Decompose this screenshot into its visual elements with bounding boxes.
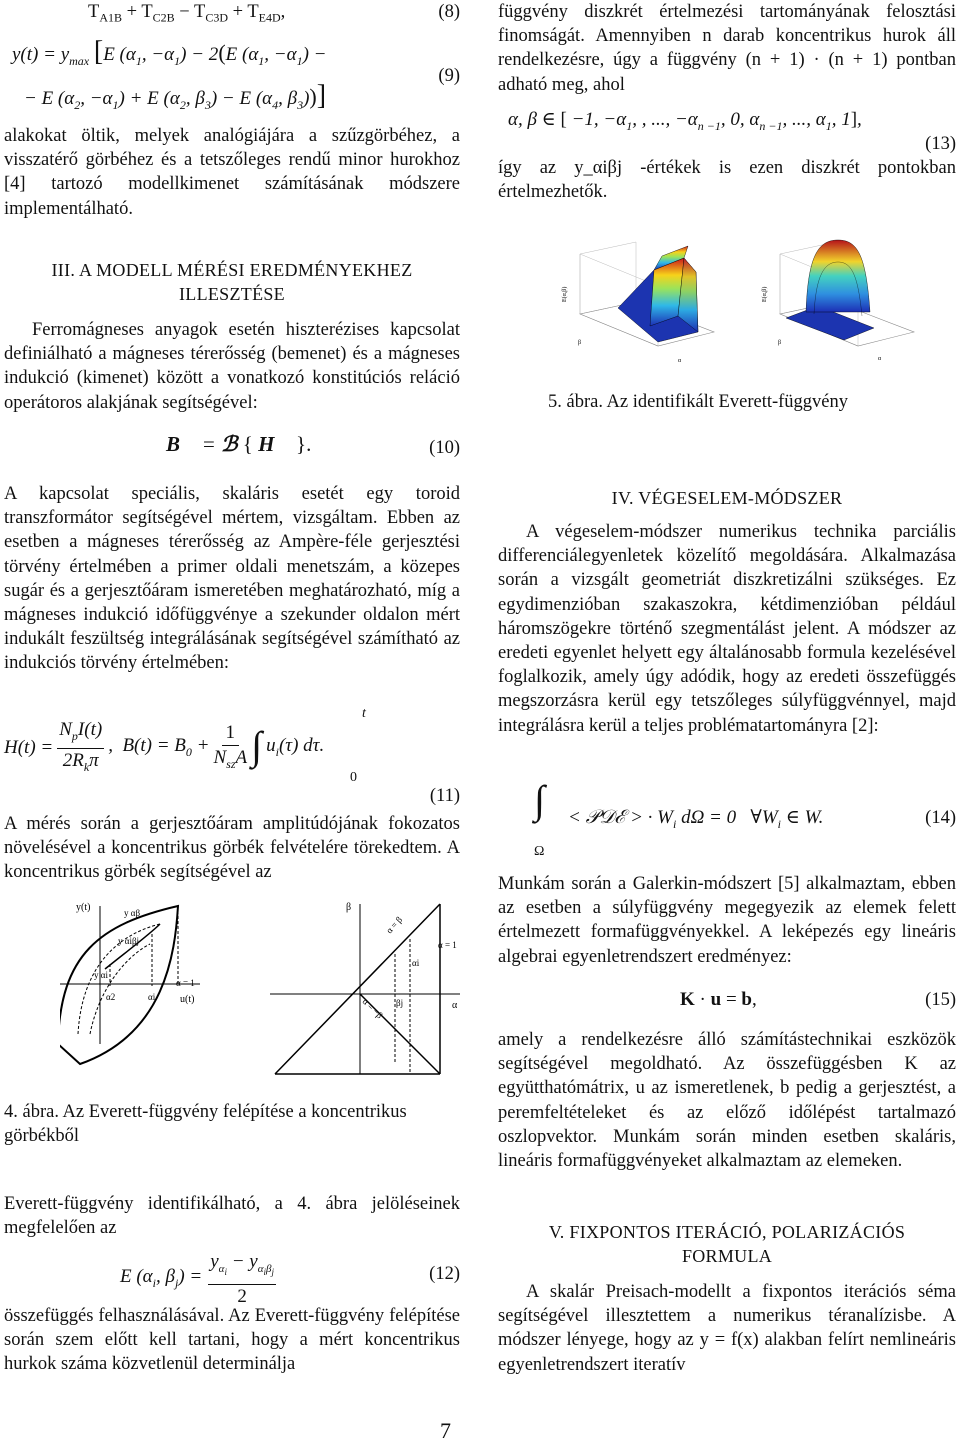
section-4-title: IV. VÉGESELEM-MÓDSZER — [611, 488, 843, 508]
equation-13-body: α, β ∈ [ −1, $-\alpha_1$, , ..., $-\alpha_{n -1}$, 0, $\alpha_{n -1}$, ..., $\alpha_1$, 1], — [508, 109, 862, 133]
equation-14-body: < 𝒫𝒟ℰ > · $W_i$ dΩ = 0 $\forall W_i$ ∈ W. — [568, 807, 824, 831]
paragraph-meres: A mérés során a gerjesztőáram amplitúdójának fokozatos növelésével a koncentrikus görbék felvételére törekedtem. A koncentrikus görbék segítségével az — [4, 814, 460, 883]
figure-5 — [558, 236, 958, 376]
equation-13 — [498, 108, 956, 158]
equation-15 — [498, 988, 956, 1014]
fig4-alpha-i-right-label: αi — [412, 958, 420, 968]
section-5-title-line1: V. FIXPONTOS ITERÁCIÓ, POLARIZÁCIÓS — [548, 1222, 906, 1242]
equation-12 — [4, 1250, 460, 1308]
equation-14 — [498, 777, 956, 859]
figure-5-right-surface — [761, 240, 914, 362]
paragraph-after-eq12: összefüggés felhasználásával. Az Everett-függvény felépítése során szem előtt kell tartani, hogy a mért koncentrikus hurkok száma közvetlenül determinálja — [4, 1306, 460, 1375]
equation-10 — [4, 430, 460, 462]
section-5-title-line2: FORMULA — [681, 1246, 773, 1267]
figure-4 — [60, 894, 470, 1094]
fig4-alpha2-label: α2 — [106, 992, 116, 1002]
equation-10-body: B⃗ = ℬ { H⃗ }. — [166, 431, 312, 456]
section-5-title — [498, 1220, 956, 1268]
equation-9 — [4, 36, 460, 112]
fig5-left-beta-label: β — [578, 340, 582, 346]
paragraph-after-eq13: így az y_αiβj -értékek is ezen diszkrét pontokban értelmezhetők. — [498, 158, 956, 203]
fig4-beta-j-label: βj — [396, 998, 404, 1008]
fig4-alpha-i-label: αi — [148, 992, 156, 1002]
equation-13-number: (13) — [925, 134, 956, 154]
equation-12-number: (12) — [429, 1264, 460, 1284]
paragraph-right-top: függvény diszkrét értelmezési tartományának felosztási finomságát. Amennyiben n darab koncentrikus hurok áll rendelkezésre, úgy a függvény (n + 1) · (n + 1) pontban adható meg, ahol — [498, 2, 956, 95]
fig4-yab-label: y αβ — [124, 908, 141, 918]
equation-8 — [4, 0, 460, 26]
equation-14-integral: ∫ — [534, 777, 545, 822]
section-3-title-line2: ILLESZTÉSE — [179, 284, 285, 305]
equation-15-body: K · u = b, — [680, 989, 757, 1010]
equation-14-domain: Ω — [534, 844, 545, 859]
paragraph-everett-identification: Everett-függvény identifikálható, a 4. ábra jelöléseinek megfelelően az — [4, 1194, 460, 1239]
fig4-y-axis-label: y(t) — [76, 902, 91, 913]
equation-12-body: E ($\alpha_i$, $\beta_j$) = $y_{\alpha_i} - y_{\alpha_i\beta_j}$ 2 — [120, 1251, 275, 1308]
equation-10-number: (10) — [429, 438, 460, 458]
fig4-alpha-eq-minus-beta-label: α = −β — [360, 996, 385, 1021]
paragraph-fem: A végeselem-módszer numerikus technika parciális differenciálegyenletek közelítő megoldására. Alkalmazása során a vizsgált geometriát diszkretizálni szükséges. Ez egydimenzióban szakaszokra, kétdimenzióban például háromszögekre történő szegmentálást jelent. A módszer az eredeti egyenlet helyett egy általánosabb formula kezelésével foglalkozik, amely úgy adódik, hogy az eredeti összefüggés megszorzásra kerül egy tetszőleges súlyfüggvénnyel, majd integrálásra kerül a teljes problématartományra [2]: — [498, 522, 956, 736]
paragraph-after-eq9: alakokat öltik, melyek analógiájára a szűzgörbéhez, a visszatérő görbéhez és a tetszőleges rendű minor hurokhoz [4] tartozó modellkimenet számításának módszere implementálható. — [4, 126, 460, 219]
equation-11-number: (11) — [429, 786, 460, 806]
figure-4-hysteresis — [60, 902, 200, 1064]
fig4-yaibj-label: y αiβj — [118, 936, 140, 946]
figure-5-left-surface — [561, 242, 714, 364]
equation-11 — [4, 702, 460, 785]
fig5-right-beta-label: β — [778, 340, 782, 346]
fig4-yai-label: y αi — [94, 970, 108, 980]
fig4-beta-axis-label: β — [346, 902, 352, 913]
equation-14-number: (14) — [925, 808, 956, 828]
integral-lower-limit: 0 — [350, 770, 357, 785]
section-3-title — [4, 258, 460, 306]
fig4-alpha-eq-beta-label: α = β — [384, 914, 405, 936]
paragraph-fixpoint: A skalár Preisach-modellt a fixpontos iterációs séma segítségével illesztettem a numerikus téranalízisbe. A módszer lényege, hogy az y = f(x) alakban felírt nemlineáris egyenletrendszert iteratív — [498, 1282, 956, 1375]
paragraph-after-eq15: amely a rendelkezésre álló számítástechnikai eszközök segítségével megoldható. Az összefüggésben K az együtthatómátrix, u az ismeretlenek, b pedig a gerjesztést, a peremfeltételeket és az előző időlépést tartalmazó oszlopvektor. Munkám során minden esetben skaláris, lineáris formafüggvényeket alkalmaztam az elemeken. — [498, 1030, 956, 1172]
paragraph-ferromagnetic: Ferromágneses anyagok esetén hiszterézises kapcsolat definiálható a mágneses térerősség (bemenet) és a mágneses indukció (kimenet) között a vonatkozó konstitúciós reláció operátoros alakjának segítségével: — [4, 320, 460, 413]
fig4-alpha-axis-label: α — [452, 1000, 458, 1011]
equation-9-number: (9) — [438, 66, 460, 86]
fig4-alpha-eq-1-label: α = 1 — [176, 978, 195, 988]
equation-8-number: (8) — [438, 2, 460, 22]
equation-15-number: (15) — [925, 990, 956, 1010]
fig5-left-alpha-label: α — [678, 358, 682, 364]
equation-8-body: $T_{A1B} + T_{C2B} - T_{C3D} + T_{E4D}$, — [88, 2, 286, 25]
fig5-right-z-label: E(α,β) — [762, 286, 768, 302]
fig5-right-alpha-label: α — [878, 356, 882, 362]
fig4-u-axis-label: u(t) — [180, 994, 195, 1005]
figure-5-caption: 5. ábra. Az identifikált Everett-függvény — [548, 392, 849, 412]
equation-9-line2: − E ($\alpha_2$, $-\alpha_1) + E$ ($\alpha_2$, $\beta_3) - E$ ($\alpha_4$, $\beta_3$))] — [24, 80, 327, 112]
equation-11-body: H(t) = $N_pI(t)$ $2R_k\pi$ , $B(t) = B_0$ + 1 $N_{sz}A$ ∫ $u_i(\tau)$ dτ. — [4, 719, 325, 774]
fig5-left-z-label: E(α,β) — [562, 286, 568, 302]
figure-4-caption: 4. ábra. Az Everett-függvény felépítése a koncentrikus görbékből — [4, 1102, 407, 1147]
equation-9-line1: $y(t) = y_{max}$ [E ($\alpha_1$, $-\alpha_1) - 2(E$ ($\alpha_1$, $-\alpha_1$) − — [12, 36, 327, 68]
page-number: 7 — [440, 1418, 451, 1443]
figure-4-preisach-triangle — [270, 902, 460, 1074]
fig4-right-alpha-eq-1-label: α = 1 — [438, 940, 457, 950]
integral-upper-limit: t — [362, 706, 366, 721]
paragraph-toroid: A kapcsolat speciális, skaláris esetét egy toroid transzformátor segítségével mértem, vizsgáltam. Ebben az esetben a mágneses térerősség az Ampère-féle gerjesztési törvény értelmében a primer oldali menetszám, a közepes sugár és a gerjesztőáram ismeretében meghatározható, míg a mágneses indukció időfüggvénye a szekunder oldalon mért indukált feszültség integrálásának segítségével számítható az indukciós törvény értelmében: — [4, 484, 460, 674]
section-3-title-line1: III. A MODELL MÉRÉSI EREDMÉNYEKHEZ — [51, 260, 413, 280]
paragraph-galerkin: Munkám során a Galerkin-módszert [5] alkalmaztam, ebben az esetben a súlyfüggvény megegyezik az elemek felett értelmezett formafüggvényekkel. A leképezés egy lineáris algebrai egyenletrendszert eredményez: — [498, 874, 956, 967]
